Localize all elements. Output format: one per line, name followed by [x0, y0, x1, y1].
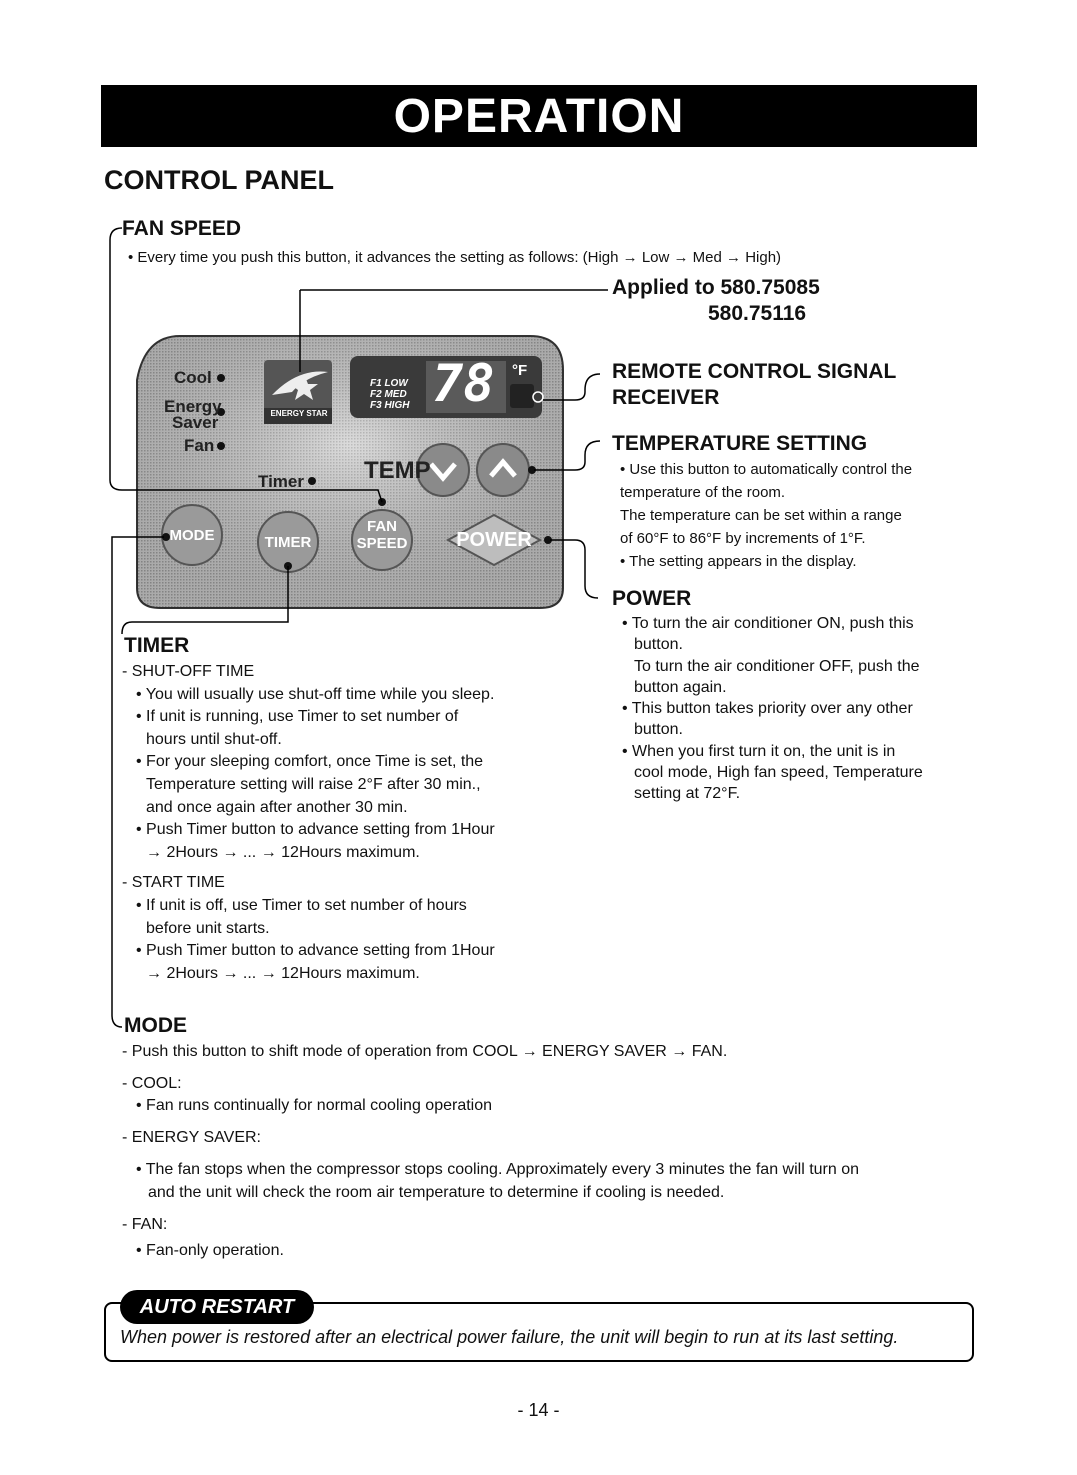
auto-restart-label: AUTO RESTART — [120, 1290, 314, 1324]
temperature-text — [620, 458, 912, 573]
power-line: • This button takes priority over any other — [622, 700, 913, 718]
temp-up-button[interactable] — [477, 444, 529, 496]
remote-heading-line2: RECEIVER — [612, 386, 720, 409]
temp-label: TEMP — [364, 457, 431, 484]
mode-heading: MODE — [124, 1014, 187, 1037]
power-line: setting at 72°F. — [634, 785, 741, 803]
fan-indicator-light — [217, 442, 225, 450]
remote-receiver-window — [510, 384, 534, 408]
temperature-unit: °F — [512, 362, 528, 379]
fan-speed-text: • Every time you push this button, it advances the setting as follows: (High → Low → Med → High) — [128, 249, 782, 266]
start-title: - START TIME — [122, 874, 225, 892]
start-line: → 2Hours → ... → 12Hours maximum. — [146, 964, 420, 982]
timer-indicator-label: Timer — [258, 472, 304, 491]
cool-indicator-light — [217, 374, 225, 382]
start-line: • Push Timer button to advance setting from 1Hour — [136, 942, 495, 960]
temperature-heading: TEMPERATURE SETTING — [612, 432, 868, 455]
energy-saver-line: and the unit will check the room air temperature to determine if cooling is needed. — [148, 1183, 725, 1201]
power-line: button. — [634, 721, 683, 739]
shutoff-line: Temperature setting will raise 2°F after 30 min., — [146, 775, 481, 793]
power-line: button. — [634, 636, 683, 654]
fan-button-line2: SPEED — [356, 535, 408, 552]
mode-text — [122, 1041, 859, 1263]
temperature-line: • Use this button to automatically control the — [620, 461, 913, 478]
fan-button-line1: FAN — [367, 518, 397, 535]
start-line: before unit starts. — [146, 919, 270, 937]
temperature-line: The temperature can be set within a range — [620, 507, 902, 524]
fan-legend-med: F2 MED — [370, 389, 407, 400]
fan-speed-heading: FAN SPEED — [122, 217, 242, 240]
temperature-line: temperature of the room. — [620, 484, 786, 501]
power-text — [622, 613, 923, 805]
shutoff-line: • Push Timer button to advance setting from 1Hour — [136, 821, 495, 839]
energy-mode-label: Energy — [164, 397, 222, 416]
section-title: CONTROL PANEL — [104, 165, 335, 195]
operation-banner: OPERATION — [101, 85, 977, 147]
page-number: - 14 - — [517, 1400, 560, 1420]
power-heading: POWER — [612, 587, 692, 610]
power-line: • To turn the air conditioner ON, push this — [622, 615, 914, 632]
fan-speed-legend — [370, 378, 409, 411]
energy-saver-title: - ENERGY SAVER: — [122, 1128, 261, 1146]
cool-title: - COOL: — [122, 1074, 182, 1092]
power-line: cool mode, High fan speed, Temperature — [634, 764, 923, 782]
fan-speed-button[interactable] — [352, 518, 412, 552]
timer-heading: TIMER — [124, 634, 190, 657]
mode-intro: - Push this button to shift mode of operation from COOL → ENERGY SAVER → FAN. — [122, 1043, 728, 1060]
shutoff-title: - SHUT-OFF TIME — [122, 663, 255, 680]
fan-text: • Fan-only operation. — [136, 1242, 284, 1260]
saver-mode-label: Saver — [172, 413, 219, 432]
remote-heading-line1: REMOTE CONTROL SIGNAL — [612, 360, 897, 383]
auto-restart-text: When power is restored after an electrical power failure, the unit will begin to run at its last setting. — [120, 1327, 899, 1347]
cool-mode-label: Cool — [174, 368, 212, 387]
power-line: • When you first turn it on, the unit is in — [622, 742, 896, 760]
fan-mode-label: Fan — [184, 436, 215, 455]
temperature-display: 78 — [432, 354, 495, 414]
shutoff-line: hours until shut-off. — [146, 730, 282, 748]
cool-text: • Fan runs continually for normal cooling operation — [136, 1097, 493, 1115]
timer-text — [122, 661, 495, 985]
timer-indicator-light — [308, 477, 316, 485]
applied-to-line2: 580.75116 — [708, 302, 807, 325]
shutoff-line: • For your sleeping comfort, once Time is set, the — [136, 753, 484, 771]
energy-star-text: ENERGY STAR — [270, 409, 328, 418]
shutoff-line: • You will usually use shut-off time while you sleep. — [136, 685, 495, 703]
fan-title: - FAN: — [122, 1215, 168, 1233]
applied-to-line1: Applied to 580.75085 — [612, 276, 820, 299]
temp-down-button[interactable] — [417, 444, 469, 496]
mode-button[interactable]: MODE — [162, 505, 222, 565]
energy-saver-line: • The fan stops when the compressor stops cooling. Approximately every 3 minutes the fan will turn on — [136, 1161, 860, 1179]
shutoff-line: • If unit is running, use Timer to set number of — [136, 708, 459, 726]
fan-legend-low: F1 LOW — [370, 378, 408, 389]
temperature-line: • The setting appears in the display. — [620, 553, 857, 570]
start-line: • If unit is off, use Timer to set number of hours — [136, 896, 467, 914]
temperature-line: of 60°F to 86°F by increments of 1°F. — [620, 530, 866, 547]
fan-legend-high: F3 HIGH — [370, 400, 410, 411]
power-line: To turn the air conditioner OFF, push the — [634, 657, 920, 675]
timer-button[interactable]: TIMER — [258, 512, 318, 572]
power-line: button again. — [634, 678, 727, 696]
shutoff-line: and once again after another 30 min. — [146, 798, 408, 816]
power-button[interactable]: POWER — [452, 525, 536, 555]
shutoff-line: → 2Hours → ... → 12Hours maximum. — [146, 843, 420, 861]
